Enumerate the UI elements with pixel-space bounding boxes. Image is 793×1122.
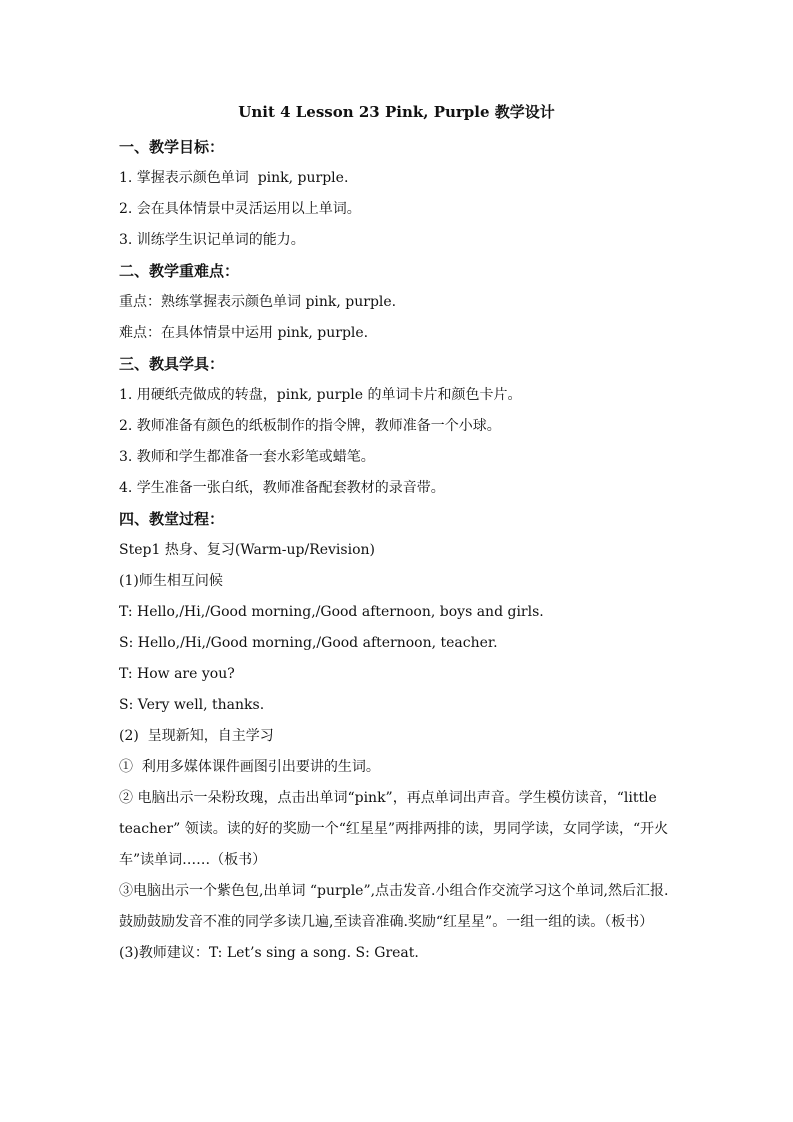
process-line: (1)师生相互问候 xyxy=(119,573,223,589)
process-line: (2) 呈现新知，自主学习 xyxy=(119,728,274,744)
process-line: T: How are you? xyxy=(119,666,235,682)
process-line: S: Hello,/Hi,/Good morning,/Good afternoon, teacher. xyxy=(119,635,498,651)
material-item: 2. 教师准备有颜色的纸板制作的指令牌，教师准备一个小球。 xyxy=(119,418,501,434)
goal-item: 3. 训练学生识记单词的能力。 xyxy=(119,232,305,248)
material-item: 3. 教师和学生都准备一套水彩笔或蜡笔。 xyxy=(119,449,375,465)
keypoint-item: 重点：熟练掌握表示颜色单词 pink, purple. xyxy=(119,294,397,310)
process-line: ① 利用多媒体课件画图引出要讲的生词。 xyxy=(119,759,380,775)
keypoint-item: 难点：在具体情景中运用 pink, purple. xyxy=(119,325,369,341)
section-heading-materials: 三、教具学具： xyxy=(119,355,225,373)
document-title: Unit 4 Lesson 23 Pink, Purple 教学设计 xyxy=(238,103,555,121)
process-line: T: Hello,/Hi,/Good morning,/Good afternoon, boys and girls. xyxy=(119,604,544,620)
process-paragraph-pink: ② 电脑出示一朵粉玫瑰，点击出单词“pink”，再点单词出声音。学生模仿读音，“little teacher” 领读。读的好的奖励一个“红星星”两排两排的读，男同学读，女同学读，“开火车”读单词……（板书） xyxy=(119,790,669,868)
process-paragraph-purple: ③电脑出示一个紫色包,出单词 “purple”,点击发音.小组合作交流学习这个单词,然后汇报.鼓励鼓励发音不准的同学多读几遍,至读音准确.奖励“红星星”。一组一组的读。（板书） xyxy=(119,883,669,930)
process-line: Step1 热身、复习(Warm-up/Revision) xyxy=(119,542,375,558)
process-line: S: Very well, thanks. xyxy=(119,697,265,713)
section-heading-goals: 一、教学目标： xyxy=(119,138,225,156)
material-item: 4. 学生准备一张白纸，教师准备配套教材的录音带。 xyxy=(119,480,445,496)
goal-item: 2. 会在具体情景中灵活运用以上单词。 xyxy=(119,201,361,217)
material-item: 1. 用硬纸壳做成的转盘，pink, purple 的单词卡片和颜色卡片。 xyxy=(119,387,522,403)
goal-item: 1. 掌握表示颜色单词 pink, purple. xyxy=(119,170,349,186)
section-heading-process: 四、教堂过程： xyxy=(119,510,225,528)
section-heading-keypoints: 二、教学重难点： xyxy=(119,262,240,280)
process-line-last: (3)教师建议：T: Let’s sing a song. S: Great. xyxy=(119,945,419,961)
document-body xyxy=(119,132,679,969)
